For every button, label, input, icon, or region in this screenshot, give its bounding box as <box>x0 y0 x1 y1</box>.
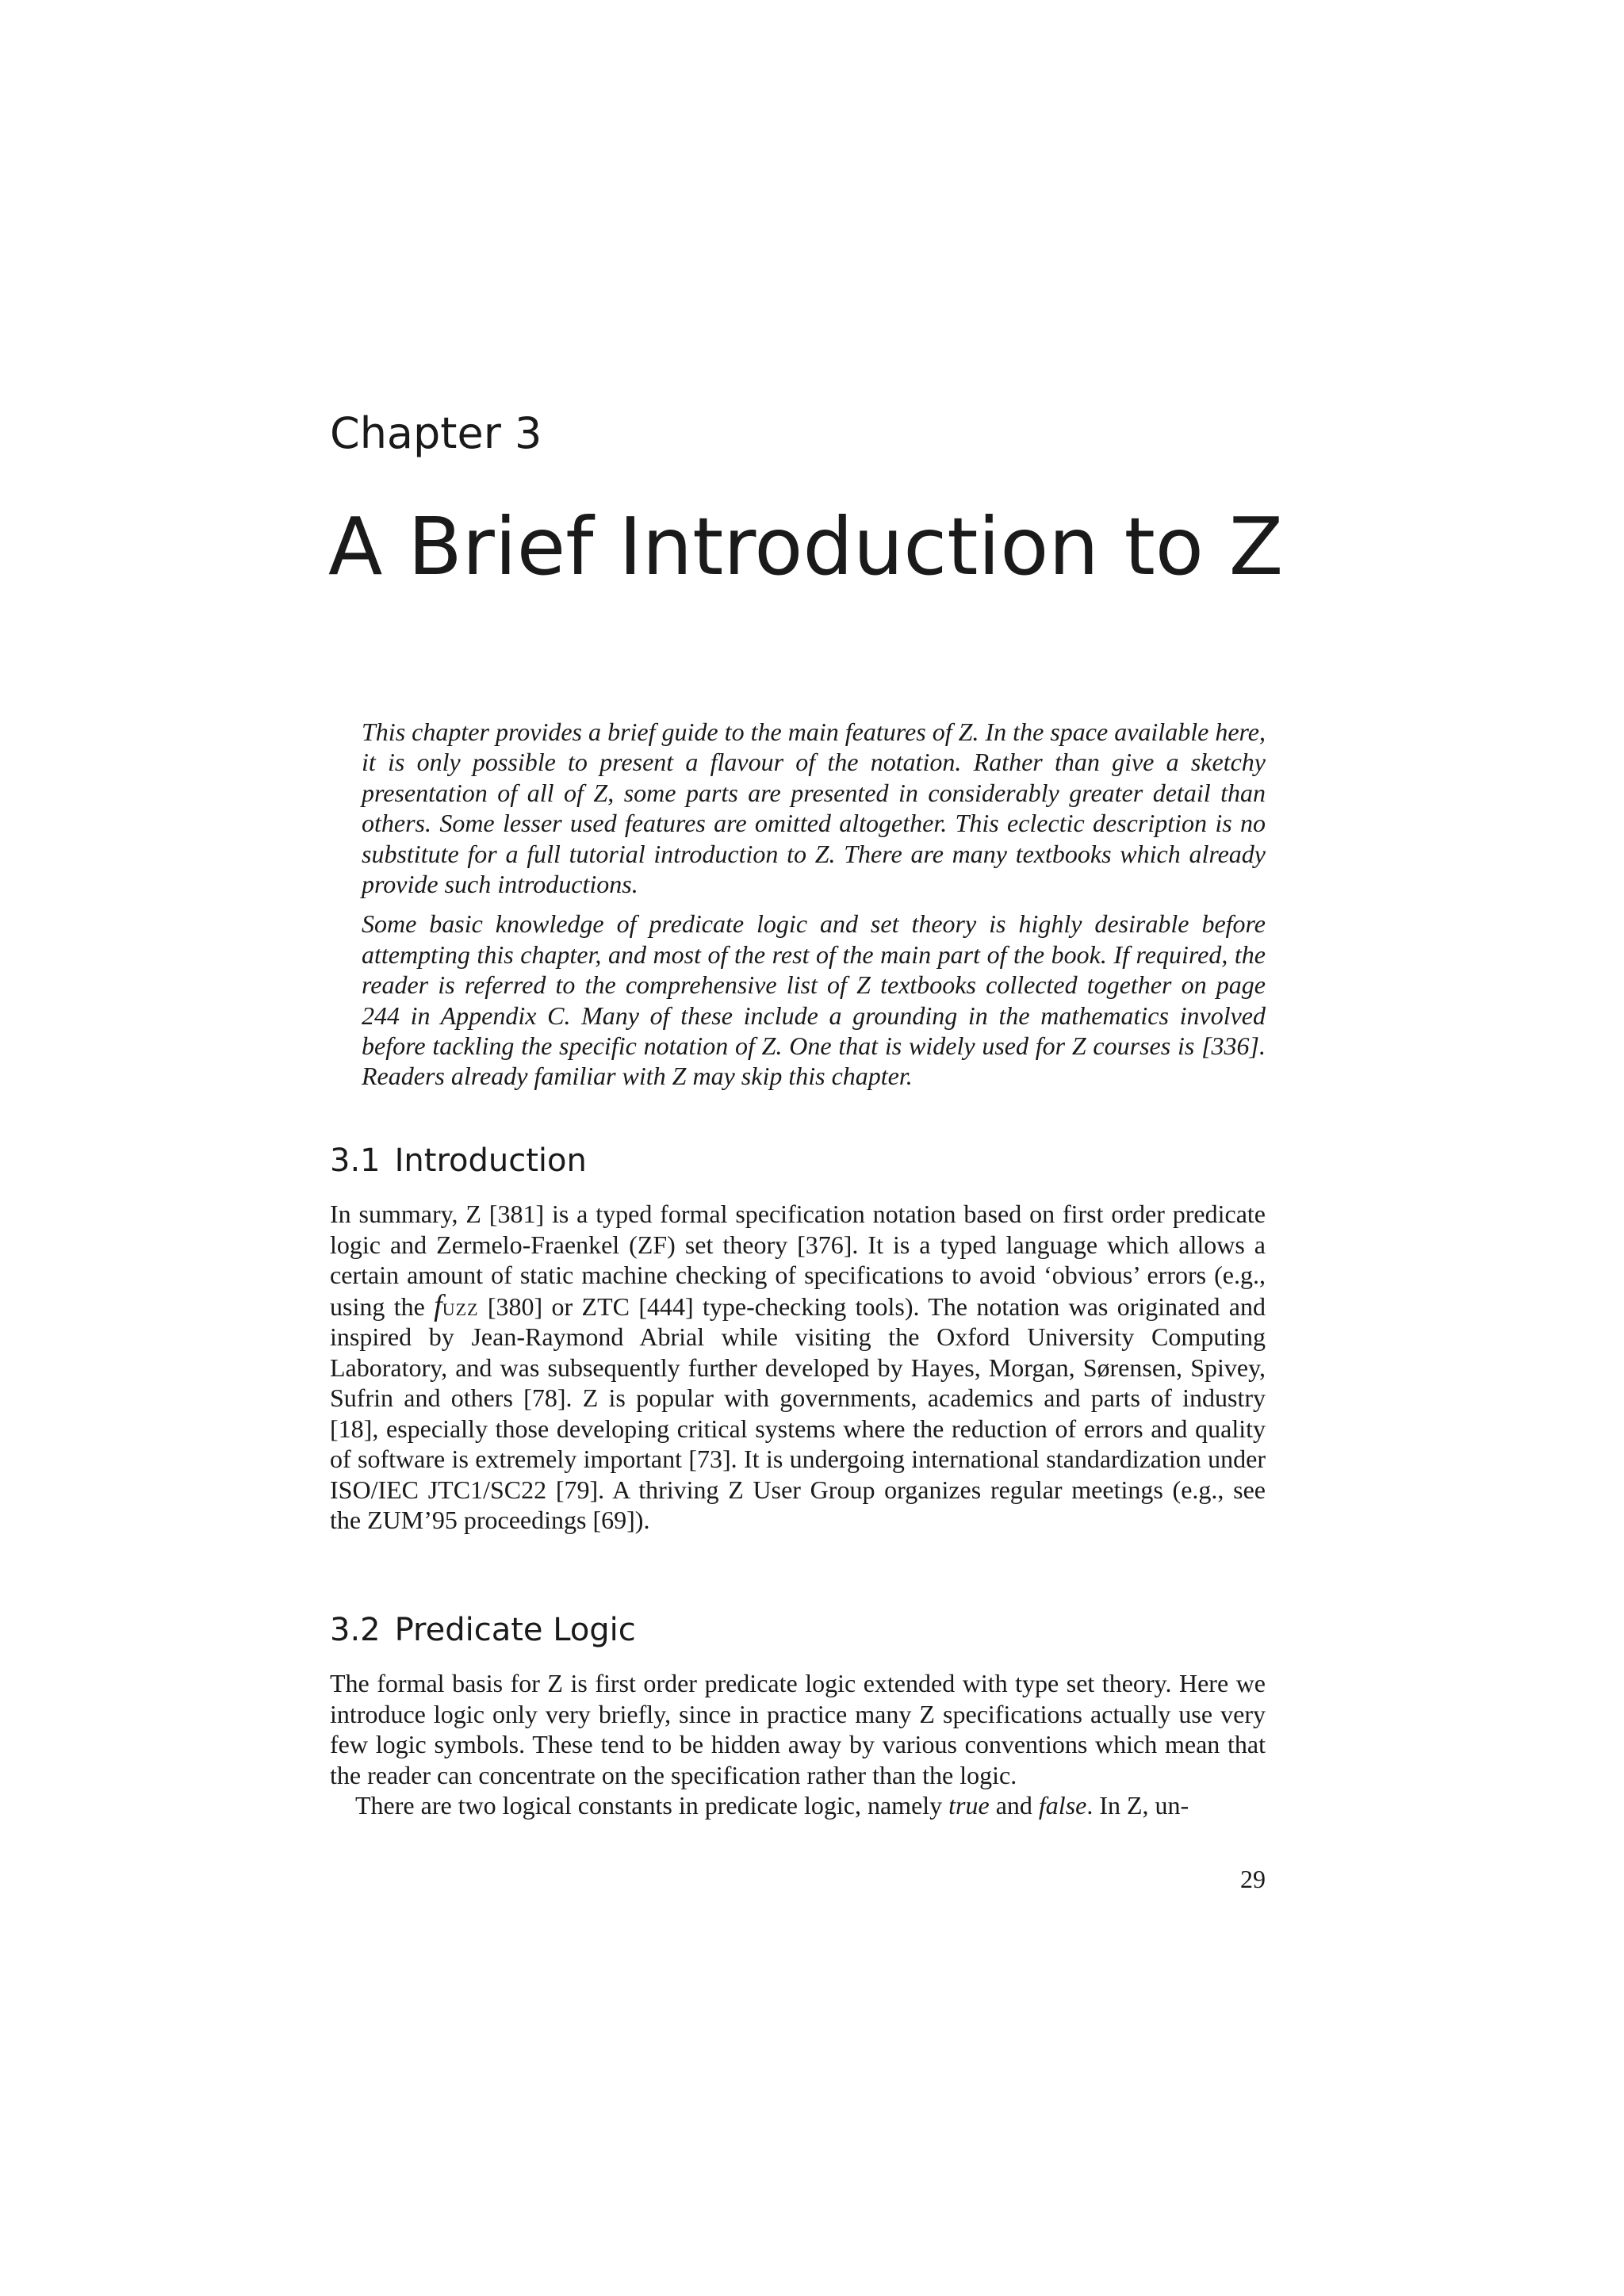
fuzz-tool-name-f: f <box>434 1288 442 1322</box>
section-heading-introduction <box>330 1142 587 1179</box>
chapter-abstract <box>362 717 1266 1092</box>
predicate-logic-body <box>330 1668 1266 1821</box>
chapter-label: Chapter 3 <box>330 408 542 458</box>
section-title: Introduction <box>394 1142 587 1179</box>
constant-false: false <box>1038 1791 1087 1820</box>
section-number: 3.2 <box>330 1612 381 1648</box>
predicate-logic-paragraph-2 <box>330 1790 1266 1821</box>
abstract-paragraph-2: Some basic knowledge of predicate logic and set theory is highly desirable before attempting this chapter, and most of the rest of the main part of the book. If required, the reader is referred to the comprehensive list of Z textbooks collected together on page 244 in Appendix C. Many of these include a grounding in the mathematics involved before tackling the specific notation of Z. One that is widely used for Z courses is [336]. Readers already familiar with Z may skip this chapter. <box>362 909 1266 1091</box>
abstract-paragraph-1: This chapter provides a brief guide to the main features of Z. In the space available here, it is only possible to present a flavour of the notation. Rather than give a sketchy presentation of all of Z, some parts are presented in considerably greater detail than others. Some lesser used features are omitted altogether. This eclectic description is no substitute for a full tutorial introduction to Z. There are many textbooks which already provide such introductions. <box>362 718 1266 899</box>
chapter-title: A Brief Introduction to Z <box>328 500 1284 593</box>
section-title: Predicate Logic <box>394 1612 636 1648</box>
text-segment: and <box>995 1791 1032 1820</box>
section-heading-predicate-logic <box>330 1614 636 1646</box>
introduction-paragraph <box>330 1199 1266 1536</box>
constant-true: true <box>948 1791 990 1820</box>
text-segment: There are two logical constants in predicate logic, namely <box>355 1791 943 1820</box>
fuzz-tool-name-rest: uzz <box>442 1292 479 1321</box>
text-segment: In summary, Z [381] is a typed formal specification notation based on first order predicate logic and Zermelo-Fraenkel (ZF) set theory [376]. It is a typed language which allows a certain amount of static machine checking of specifications to avoid ‘obvious’ errors (e.g., using the <box>330 1200 1266 1321</box>
text-segment: . In Z, un- <box>1086 1791 1189 1820</box>
predicate-logic-paragraph-1: The formal basis for Z is first order predicate logic extended with type set theory. Here we introduce logic only very briefly, since in practice many Z specifications actually use very few logic symbols. These tend to be hidden away by various conventions which mean that the reader can concentrate on the specification rather than the logic. <box>330 1669 1266 1789</box>
text-segment: [380] or ZTC [444] type-checking tools). The notation was originated and inspired by Jean-Raymond Abrial while visiting the Oxford University Computing Laboratory, and was subsequently further developed by Hayes, Morgan, Sørensen, Spivey, Sufrin and others [78]. Z is popular with governments, academics and parts of industry [18], especially those developing critical systems where the reduction of errors and quality of software is extremely important [73]. It is undergoing international standardization under ISO/IEC JTC1/SC22 [79]. A thriving Z User Group organizes regular meetings (e.g., see the ZUM’95 proceedings [69]). <box>330 1292 1266 1534</box>
section-number: 3.1 <box>330 1142 381 1179</box>
page-number: 29 <box>1240 1865 1266 1893</box>
